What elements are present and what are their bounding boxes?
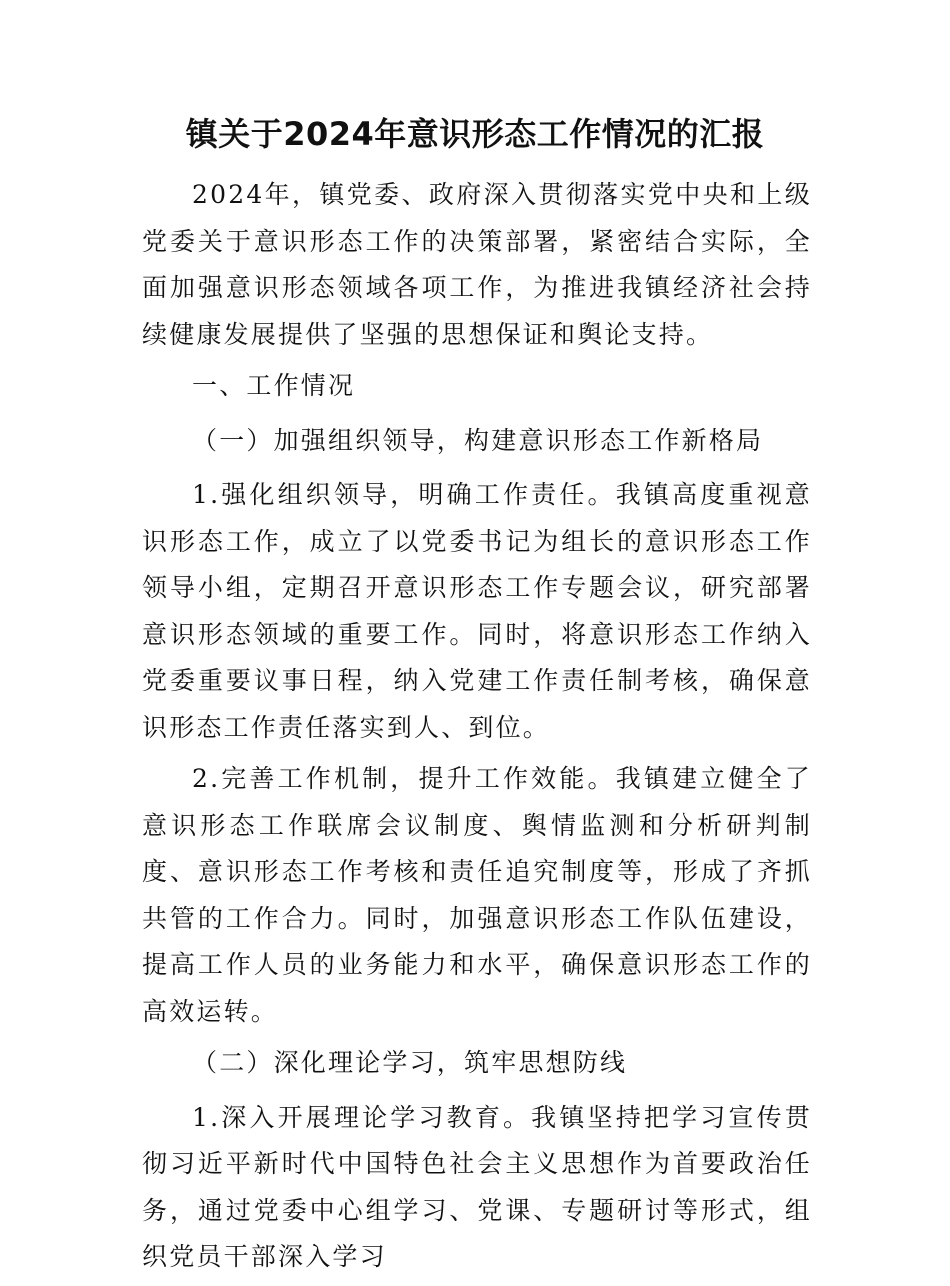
- intro-paragraph: 2024年，镇党委、政府深入贯彻落实党中央和上级党委关于意识形态工作的决策部署，紧密结合实际，全面加强意识形态领域各项工作，为推进我镇经济社会持续健康发展提供了坚强的思想保证和舆论支持。: [142, 180, 812, 349]
- paragraph-improve-mechanism: 2.完善工作机制，提升工作效能。我镇建立健全了意识形态工作联席会议制度、舆情监测和分析研判制度、意识形态工作考核和责任追究制度等，形成了齐抓共管的工作合力。同时，加强意识形态工作队伍建设，提高工作人员的业务能力和水平，确保意识形态工作的高效运转。: [142, 764, 812, 1026]
- section-heading-work-status: 一、工作情况: [192, 371, 356, 400]
- subsection-heading-organization: （一）加强组织领导，构建意识形态工作新格局: [192, 425, 764, 455]
- paragraph-strengthen-leadership: 1.强化组织领导，明确工作责任。我镇高度重视意识形态工作，成立了以党委书记为组长的意识形态工作领导小组，定期召开意识形态工作专题会议，研究部署意识形态领域的重要工作。同时，将意识形态工作纳入党委重要议事日程，纳入党建工作责任制考核，确保意识形态工作责任落实到人、到位。: [142, 480, 812, 742]
- paragraph-theory-education: 1.深入开展理论学习教育。我镇坚持把学习宣传贯彻习近平新时代中国特色社会主义思想作为首要政治任务，通过党委中心组学习、党课、专题研讨等形式，组织党员干部深入学习: [142, 1102, 812, 1271]
- document-body: [142, 172, 812, 1286]
- document-title: 镇关于2024年意识形态工作情况的汇报: [185, 115, 765, 153]
- subsection-heading-theory-study: （二）深化理论学习，筑牢思想防线: [192, 1048, 628, 1077]
